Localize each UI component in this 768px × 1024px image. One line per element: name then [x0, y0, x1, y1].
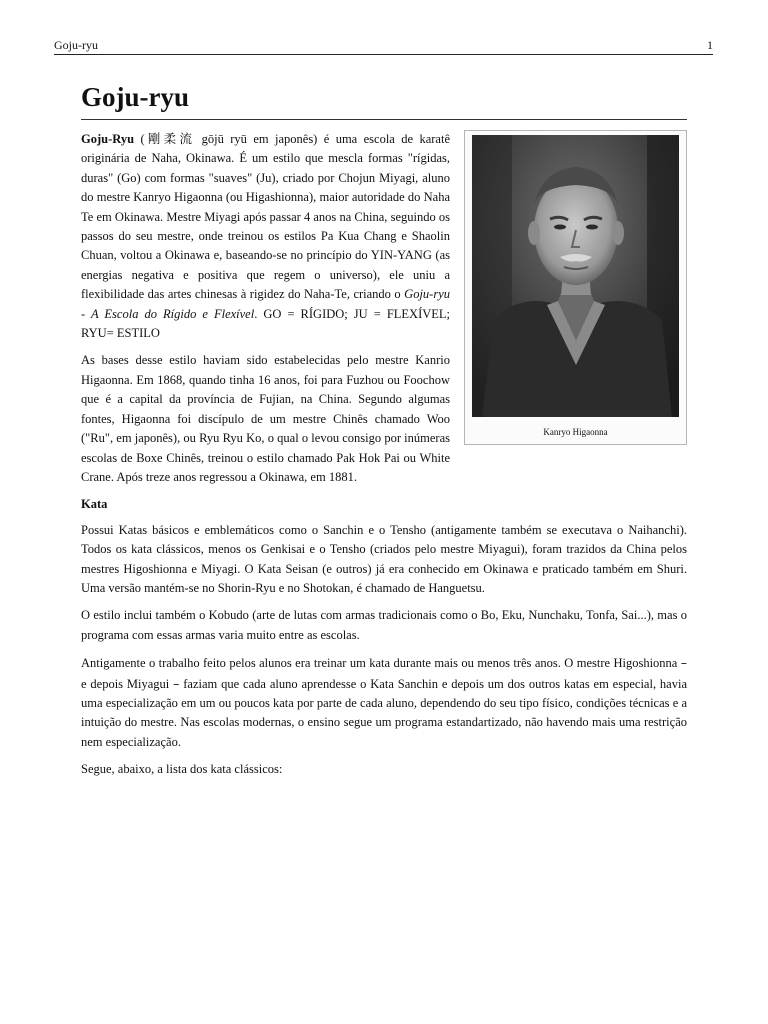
kata-paragraph-3-part-b: e depois Miyagui [81, 676, 174, 691]
kata-paragraph-3 [81, 653, 687, 752]
infobox [464, 130, 687, 445]
intro-text: gōjū ryū em japonês) é uma escola de karatê originária de Naha, Okinawa. É um estilo que mescla formas "rígidas, duras" (Go) com formas "suaves" (Ju), criado por Chojun Miyagi, aluno do mestre Kanryo Higaonna (ou Higashionna), maior autoridade do Naha Te em Okinawa. Mestre Miyagi após passar 4 anos na China, seguindo os passos do seu mestre, onde treinou os estilos Pa Kua Chang e Shaolin Chuan, voltou a Okinawa e, baseando-se no princípio do YIN-YANG (as energias negativa e positiva que regem o universo), ele uniu a flexibilidade das artes chinesas à rigidez do Naha-Te, criando o [81, 132, 450, 302]
article-body [81, 130, 687, 780]
kata-paragraph-4: Segue, abaixo, a lista dos kata clássicos: [81, 762, 283, 777]
kata-paragraph-1: Possui Katas básicos e emblemáticos como o Sanchin e o Tensho (antigamente também se executava o Naihanchi). Todos os kata clássicos, menos os Genkisai e o Tensho (criados pelo mestre Miyagui), foram trazidos da China pelos mestres Higoshionna e Miyagi. O Kata Seisan (e outros) já era conhecido em Okinawa e praticado também em Shuri. Uma versão mantém-se no Shorin-Ryu e no Shotokan, é chamado de Hanguetsu. [81, 522, 687, 595]
intro-term: Goju-Ryu [81, 132, 135, 146]
em-dash: – [173, 675, 180, 691]
history-paragraph: As bases desse estilo haviam sido estabelecidas pelo mestre Kanrio Higaonna. Em 1868, quando tinha 16 anos, foi para Fuzhou ou Foochow que é a capital da província de Fujian, na China. Segundo algumas fontes, Higaonna foi discípulo de um mestre Chinês chamado Woo ("Ru", em japonês), ou Ryu Ryu Ko, o qual o levou consigo por inúmeras escolas de Boxe Chinês, treinou o estilo chamado Pak Hok Pai ou White Crane. Após treze anos regressou a Okinawa, em 1881. [81, 353, 450, 484]
kata-paragraph-3-part-a: Antigamente o trabalho feito pelos alunos era treinar um kata durante mais ou menos três anos. O mestre Higoshionna [81, 656, 681, 671]
page-number: 1 [707, 38, 713, 52]
running-header-title: Goju-ryu [54, 38, 98, 52]
kata-paragraph-2: O estilo inclui também o Kobudo (arte de lutas com armas tradicionais como o Bo, Eku, Nunchaku, Tonfa, Sai...), mas o programa com essas armas varia muito entre as escolas. [81, 608, 687, 642]
intro-kanji: 剛柔流 [144, 132, 196, 146]
section-heading-kata: Kata [81, 497, 108, 512]
portrait-photo [472, 135, 679, 417]
intro-text-end: . GO = RÍGIDO; JU = FLEXÍVEL; RYU= ESTILO [81, 306, 450, 341]
em-dash: – [680, 655, 687, 671]
infobox-caption: Kanryo Higaonna [543, 427, 608, 437]
intro-paragraph: Goju-Ryu (剛柔流 gōjū ryū em japonês) é uma escola de karatê originária de Naha, Okinawa. É um estilo que mescla formas "rígidas, duras" (Go) com formas "suaves" (Ju), criado por Chojun Miyagi, aluno do mestre Kanryo Higaonna (ou Higashionna), maior autoridade do Naha Te em Okinawa. Mestre Miyagi após passar 4 anos na China, seguindo os passos do seu mestre, onde treinou os estilos Pa Kua Chang e Shaolin Chuan, voltou a Okinawa e, baseando-se no princípio do YIN-YANG (as energias negativa e positiva que regem o universo), ele uniu a flexibilidade das artes chinesas à rigidez do Naha-Te, criando o Goju-ryu - A Escola do Rígido e Flexível. GO = RÍGIDO; JU = FLEXÍVEL; RYU= ESTILO [81, 132, 450, 341]
intro-italic-title: Goju-ryu - A Escola do Rígido e Flexível [81, 287, 450, 321]
kata-paragraph-3-part-c: faziam que cada aluno aprendesse o Kata Sanchin e depois um dos outros katas em especial, havia uma especialização em um ou poucos kata por parte de cada aluno, dependendo do seu tipo físico, condições técnicas e a intuição do mestre. Nas escolas modernas, o ensino segue um programa estandartizado, não havendo mais uma restrição nem especialização. [81, 676, 688, 749]
article [81, 80, 687, 788]
article-title: Goju-ryu [81, 80, 687, 120]
running-header [54, 36, 713, 55]
